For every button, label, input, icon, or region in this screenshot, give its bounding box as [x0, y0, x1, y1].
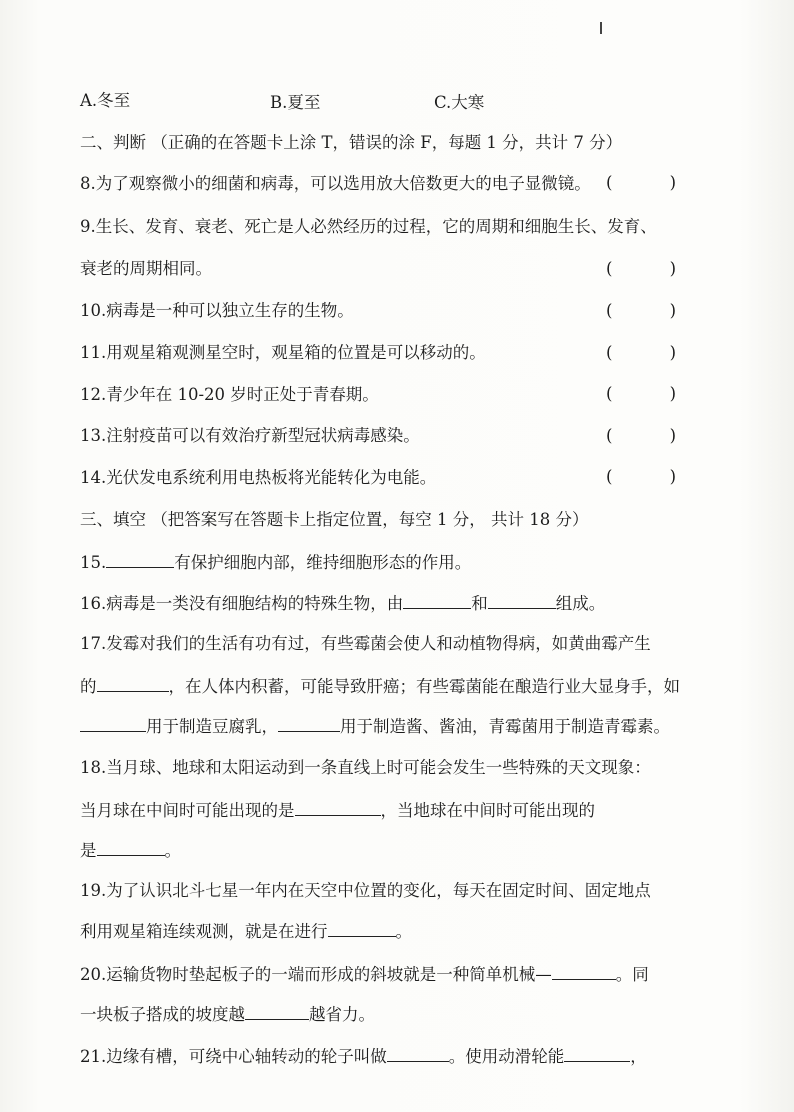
question-19-line-2: 利用观星箱连续观测，就是在进行 。 [80, 922, 412, 941]
answer-paren-8: ( ) [606, 173, 676, 192]
option-a: A.冬至 [80, 91, 131, 110]
blank-18-2 [97, 839, 165, 856]
blank-20-2 [245, 1003, 309, 1020]
question-17-line-2: 的 ，在人体内积蓄，可能导致肝癌；有些霉菌能在酿造行业大显身手，如 [80, 677, 680, 696]
question-13: 13.注射疫苗可以有效治疗新型冠状病毒感染。 [80, 426, 420, 445]
blank-21-2 [564, 1045, 630, 1062]
question-15: 15. 有保护细胞内部，维持细胞形态的作用。 [80, 553, 472, 572]
question-14: 14.光伏发电系统利用电热板将光能转化为电能。 [80, 468, 437, 487]
blank-19 [328, 920, 396, 937]
question-8: 8.为了观察微小的细菌和病毒，可以选用放大倍数更大的电子显微镜。 [80, 174, 591, 193]
question-16: 16.病毒是一类没有细胞结构的特殊生物，由 和 组成。 [80, 594, 606, 613]
answer-paren-9: ( ) [606, 259, 676, 278]
question-9-line-2: 衰老的周期相同。 [80, 259, 212, 278]
blank-20-1 [552, 963, 616, 980]
question-19-line-1: 19.为了认识北斗七星一年内在天空中位置的变化，每天在固定时间、固定地点 [80, 881, 651, 900]
question-18-line-3: 是 。 [80, 841, 181, 860]
question-18-line-1: 18.当月球、地球和太阳运动到一条直线上时可能会发生一些特殊的天文现象： [80, 758, 651, 777]
scan-mark [600, 22, 602, 34]
answer-paren-13: ( ) [606, 426, 676, 445]
blank-17-3 [278, 715, 340, 732]
section-2-heading: 二、判断 （正确的在答题卡上涂 T，错误的涂 F，每题 1 分，共计 7 分） [80, 133, 623, 152]
answer-paren-10: ( ) [606, 301, 676, 320]
blank-17-1 [97, 675, 169, 692]
question-10: 10.病毒是一种可以独立生存的生物。 [80, 301, 354, 320]
blank-16-2 [488, 592, 556, 609]
question-18-line-2: 当月球在中间时可能出现的是 ，当地球在中间时可能出现的 [80, 801, 595, 820]
option-b: B.夏至 [270, 93, 321, 112]
question-17-line-1: 17.发霉对我们的生活有功有过，有些霉菌会使人和动植物得病，如黄曲霉产生 [80, 634, 651, 653]
section-3-heading: 三、填空 （把答案写在答题卡上指定位置，每空 1 分， 共计 18 分） [80, 510, 589, 529]
answer-paren-11: ( ) [606, 343, 676, 362]
question-20-line-1: 20.运输货物时垫起板子的一端而形成的斜坡就是一种简单机械— 。同 [80, 965, 649, 984]
answer-paren-14: ( ) [606, 467, 676, 486]
option-c: C.大寒 [434, 93, 485, 112]
question-21: 21.边缘有槽，可绕中心轴转动的轮子叫做 。使用动滑轮能 ， [80, 1047, 647, 1066]
question-11: 11.用观星箱观测星空时，观星箱的位置是可以移动的。 [80, 343, 486, 362]
answer-paren-12: ( ) [606, 384, 676, 403]
blank-21-1 [387, 1045, 449, 1062]
question-9-line-1: 9.生长、发育、衰老、死亡是人必然经历的过程，它的周期和细胞生长、发育、 [80, 217, 657, 236]
blank-18-1 [295, 799, 381, 816]
question-12: 12.青少年在 10-20 岁时正处于青春期。 [80, 385, 379, 404]
question-17-line-3: 用于制造豆腐乳， 用于制造酱、酱油，青霉菌用于制造青霉素。 [80, 715, 780, 738]
blank-17-2 [80, 715, 146, 732]
blank-16-1 [403, 592, 471, 609]
blank-15 [106, 551, 174, 568]
question-20-line-2: 一块板子搭成的坡度越 越省力。 [80, 1005, 375, 1024]
